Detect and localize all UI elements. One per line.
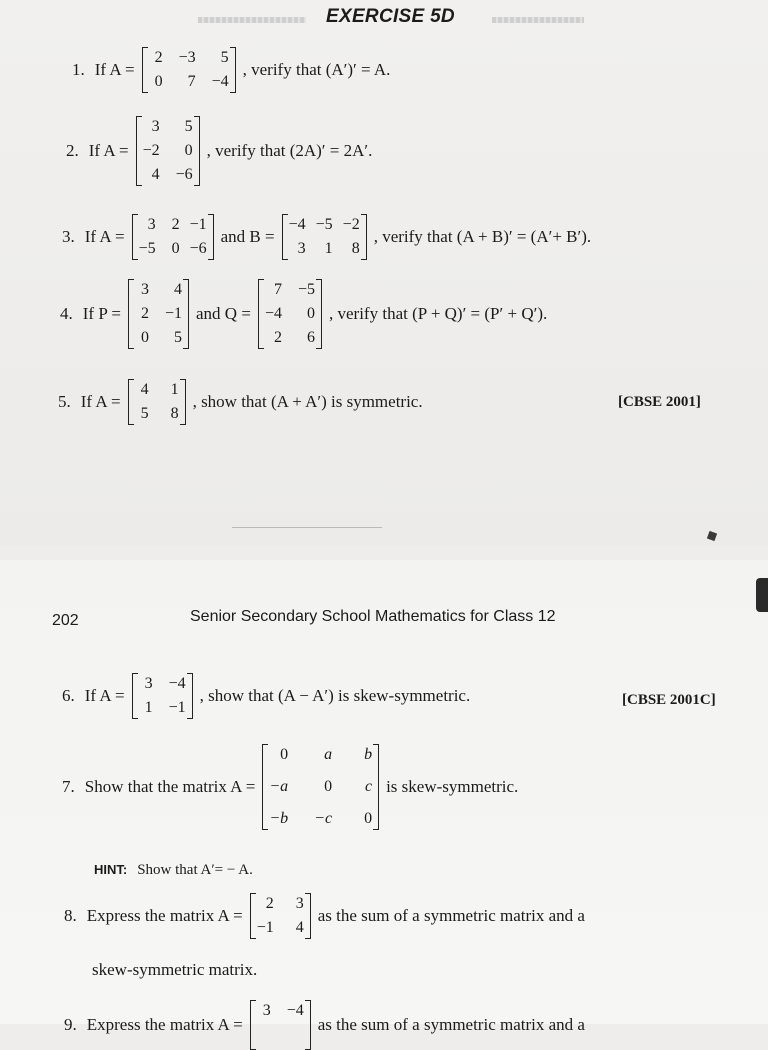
matrix-cell: 2 xyxy=(273,329,282,346)
matrix-cell: −4 xyxy=(286,1002,304,1019)
question-5 xyxy=(58,379,427,425)
question-number: 1. xyxy=(72,60,85,79)
matrix-cell: −1 xyxy=(189,216,207,233)
matrix-cell: 2 xyxy=(265,895,274,912)
matrix-cell: −6 xyxy=(189,240,207,257)
matrix-cell: −6 xyxy=(175,166,193,183)
question-number: 7. xyxy=(62,777,75,796)
matrix-cell: −4 xyxy=(168,675,186,692)
question-text: , verify that (P + Q)′ = (P′ + Q′). xyxy=(329,304,548,323)
matrix-cell: −a xyxy=(269,778,289,795)
matrix-cell: 8 xyxy=(170,405,179,422)
matrix-cell: −b xyxy=(269,810,289,827)
matrix-cell: a xyxy=(324,746,333,763)
matrix-cell: −2 xyxy=(142,142,160,159)
matrix-cell: −5 xyxy=(297,281,315,298)
matrix-cell: −c xyxy=(314,810,333,827)
matrix-cell: −1 xyxy=(256,919,274,936)
question-text: is skew-symmetric. xyxy=(386,777,519,796)
question-8 xyxy=(64,893,589,939)
matrix-cell: 3 xyxy=(151,118,160,135)
matrix-cell: 3 xyxy=(295,895,304,912)
question-3 xyxy=(62,214,595,260)
matrix-a xyxy=(262,744,379,830)
matrix-cell: 4 xyxy=(174,281,183,298)
matrix-b xyxy=(282,214,367,260)
matrix-cell: 4 xyxy=(151,166,160,183)
page-edge-line xyxy=(232,527,382,528)
matrix-cell: 0 xyxy=(154,73,163,90)
matrix-cell: −4 xyxy=(288,216,306,233)
book-title: Senior Secondary School Mathematics for Class 12 xyxy=(190,608,556,625)
cbse-tag: [CBSE 2001] xyxy=(618,394,701,410)
matrix-cell: −5 xyxy=(315,216,333,233)
matrix-cell: 4 xyxy=(140,381,149,398)
matrix-cell: 3 xyxy=(262,1002,271,1019)
question-6 xyxy=(62,673,474,719)
question-7 xyxy=(62,744,522,830)
matrix-cell: −2 xyxy=(342,216,360,233)
matrix-cell: 3 xyxy=(147,216,156,233)
cbse-tag: [CBSE 2001C] xyxy=(622,692,716,708)
question-1 xyxy=(72,47,394,93)
page-clip-mark xyxy=(756,578,768,612)
matrix-cell: 7 xyxy=(273,281,282,298)
question-text: If A = xyxy=(94,60,135,79)
matrix-cell: c xyxy=(364,778,373,795)
matrix-cell: 5 xyxy=(174,329,183,346)
question-number: 2. xyxy=(66,141,79,160)
question-text: , verify that (2A)′ = 2A′. xyxy=(206,141,373,160)
matrix-cell: 5 xyxy=(140,405,149,422)
question-text: If A = xyxy=(88,141,129,160)
question-text: Express the matrix A = xyxy=(86,1015,243,1034)
question-number: 4. xyxy=(60,304,73,323)
matrix-cell: 0 xyxy=(364,810,373,827)
question-text: and Q = xyxy=(196,304,251,323)
heading-rule-right xyxy=(492,17,584,23)
page-number: 202 xyxy=(52,612,79,629)
matrix-cell: 3 xyxy=(144,675,153,692)
matrix-p xyxy=(128,279,189,349)
question-number: 3. xyxy=(62,227,75,246)
matrix-cell: 2 xyxy=(154,49,163,66)
question-text: Express the matrix A = xyxy=(86,906,243,925)
matrix-cell: 1 xyxy=(170,381,179,398)
matrix-cell: −4 xyxy=(264,305,282,322)
matrix-cell: b xyxy=(364,746,373,763)
exercise-heading: EXERCISE 5D xyxy=(326,6,455,27)
question-text: , show that (A − A′) is skew-symmetric. xyxy=(199,686,471,705)
matrix-cell: 2 xyxy=(171,216,180,233)
matrix-cell: −1 xyxy=(168,699,186,716)
hint-label: HINT: xyxy=(94,862,128,877)
matrix-cell: 1 xyxy=(144,699,153,716)
question-number: 6. xyxy=(62,686,75,705)
matrix-cell: 0 xyxy=(280,746,289,763)
matrix-cell: 3 xyxy=(140,281,149,298)
matrix-cell: 7 xyxy=(187,73,196,90)
matrix-cell: 0 xyxy=(140,329,149,346)
matrix-a xyxy=(250,893,311,939)
matrix-cell: 4 xyxy=(295,919,304,936)
question-8-continued: skew-symmetric matrix. xyxy=(92,960,258,979)
question-text: , verify that (A + B)′ = (A′+ B′). xyxy=(373,227,592,246)
matrix-cell: −5 xyxy=(138,240,156,257)
matrix-cell: 5 xyxy=(220,49,229,66)
matrix-cell: 0 xyxy=(171,240,180,257)
question-number: 8. xyxy=(64,906,77,925)
hint xyxy=(94,862,253,879)
question-text: If A = xyxy=(84,227,125,246)
matrix-cell: −4 xyxy=(211,73,229,90)
matrix-a xyxy=(128,379,186,425)
matrix-a xyxy=(142,47,236,93)
question-2 xyxy=(66,116,376,186)
matrix-cell: 5 xyxy=(184,118,193,135)
question-text: If P = xyxy=(82,304,121,323)
question-4 xyxy=(60,279,551,349)
question-text: Show that the matrix A = xyxy=(84,777,256,796)
matrix-cell: 2 xyxy=(140,305,149,322)
matrix-cell: 8 xyxy=(351,240,360,257)
matrix-a xyxy=(132,214,214,260)
question-text: and B = xyxy=(220,227,275,246)
question-text: If A = xyxy=(84,686,125,705)
matrix-cell: 6 xyxy=(307,329,315,346)
question-text: , show that (A + A′) is symmetric. xyxy=(192,392,423,411)
matrix-cell: 3 xyxy=(297,240,306,257)
hint-text: Show that A′= − A. xyxy=(137,862,253,878)
question-text: as the sum of a symmetric matrix and a xyxy=(317,1015,585,1034)
question-text: , verify that (A′)′ = A. xyxy=(242,60,391,79)
matrix-a xyxy=(132,673,193,719)
matrix-a xyxy=(250,1000,311,1050)
matrix-cell: −3 xyxy=(178,49,196,66)
question-text: If A = xyxy=(80,392,121,411)
matrix-a xyxy=(136,116,200,186)
matrix-cell: −1 xyxy=(164,305,183,322)
matrix-cell: 0 xyxy=(307,305,315,322)
matrix-cell: 1 xyxy=(324,240,333,257)
matrix-cell: 0 xyxy=(184,142,193,159)
question-number: 9. xyxy=(64,1015,77,1034)
question-text: as the sum of a symmetric matrix and a xyxy=(317,906,585,925)
question-number: 5. xyxy=(58,392,71,411)
matrix-q xyxy=(258,279,322,349)
matrix-cell: 0 xyxy=(324,778,333,795)
question-9 xyxy=(64,1000,589,1050)
heading-rule-left xyxy=(198,17,306,23)
